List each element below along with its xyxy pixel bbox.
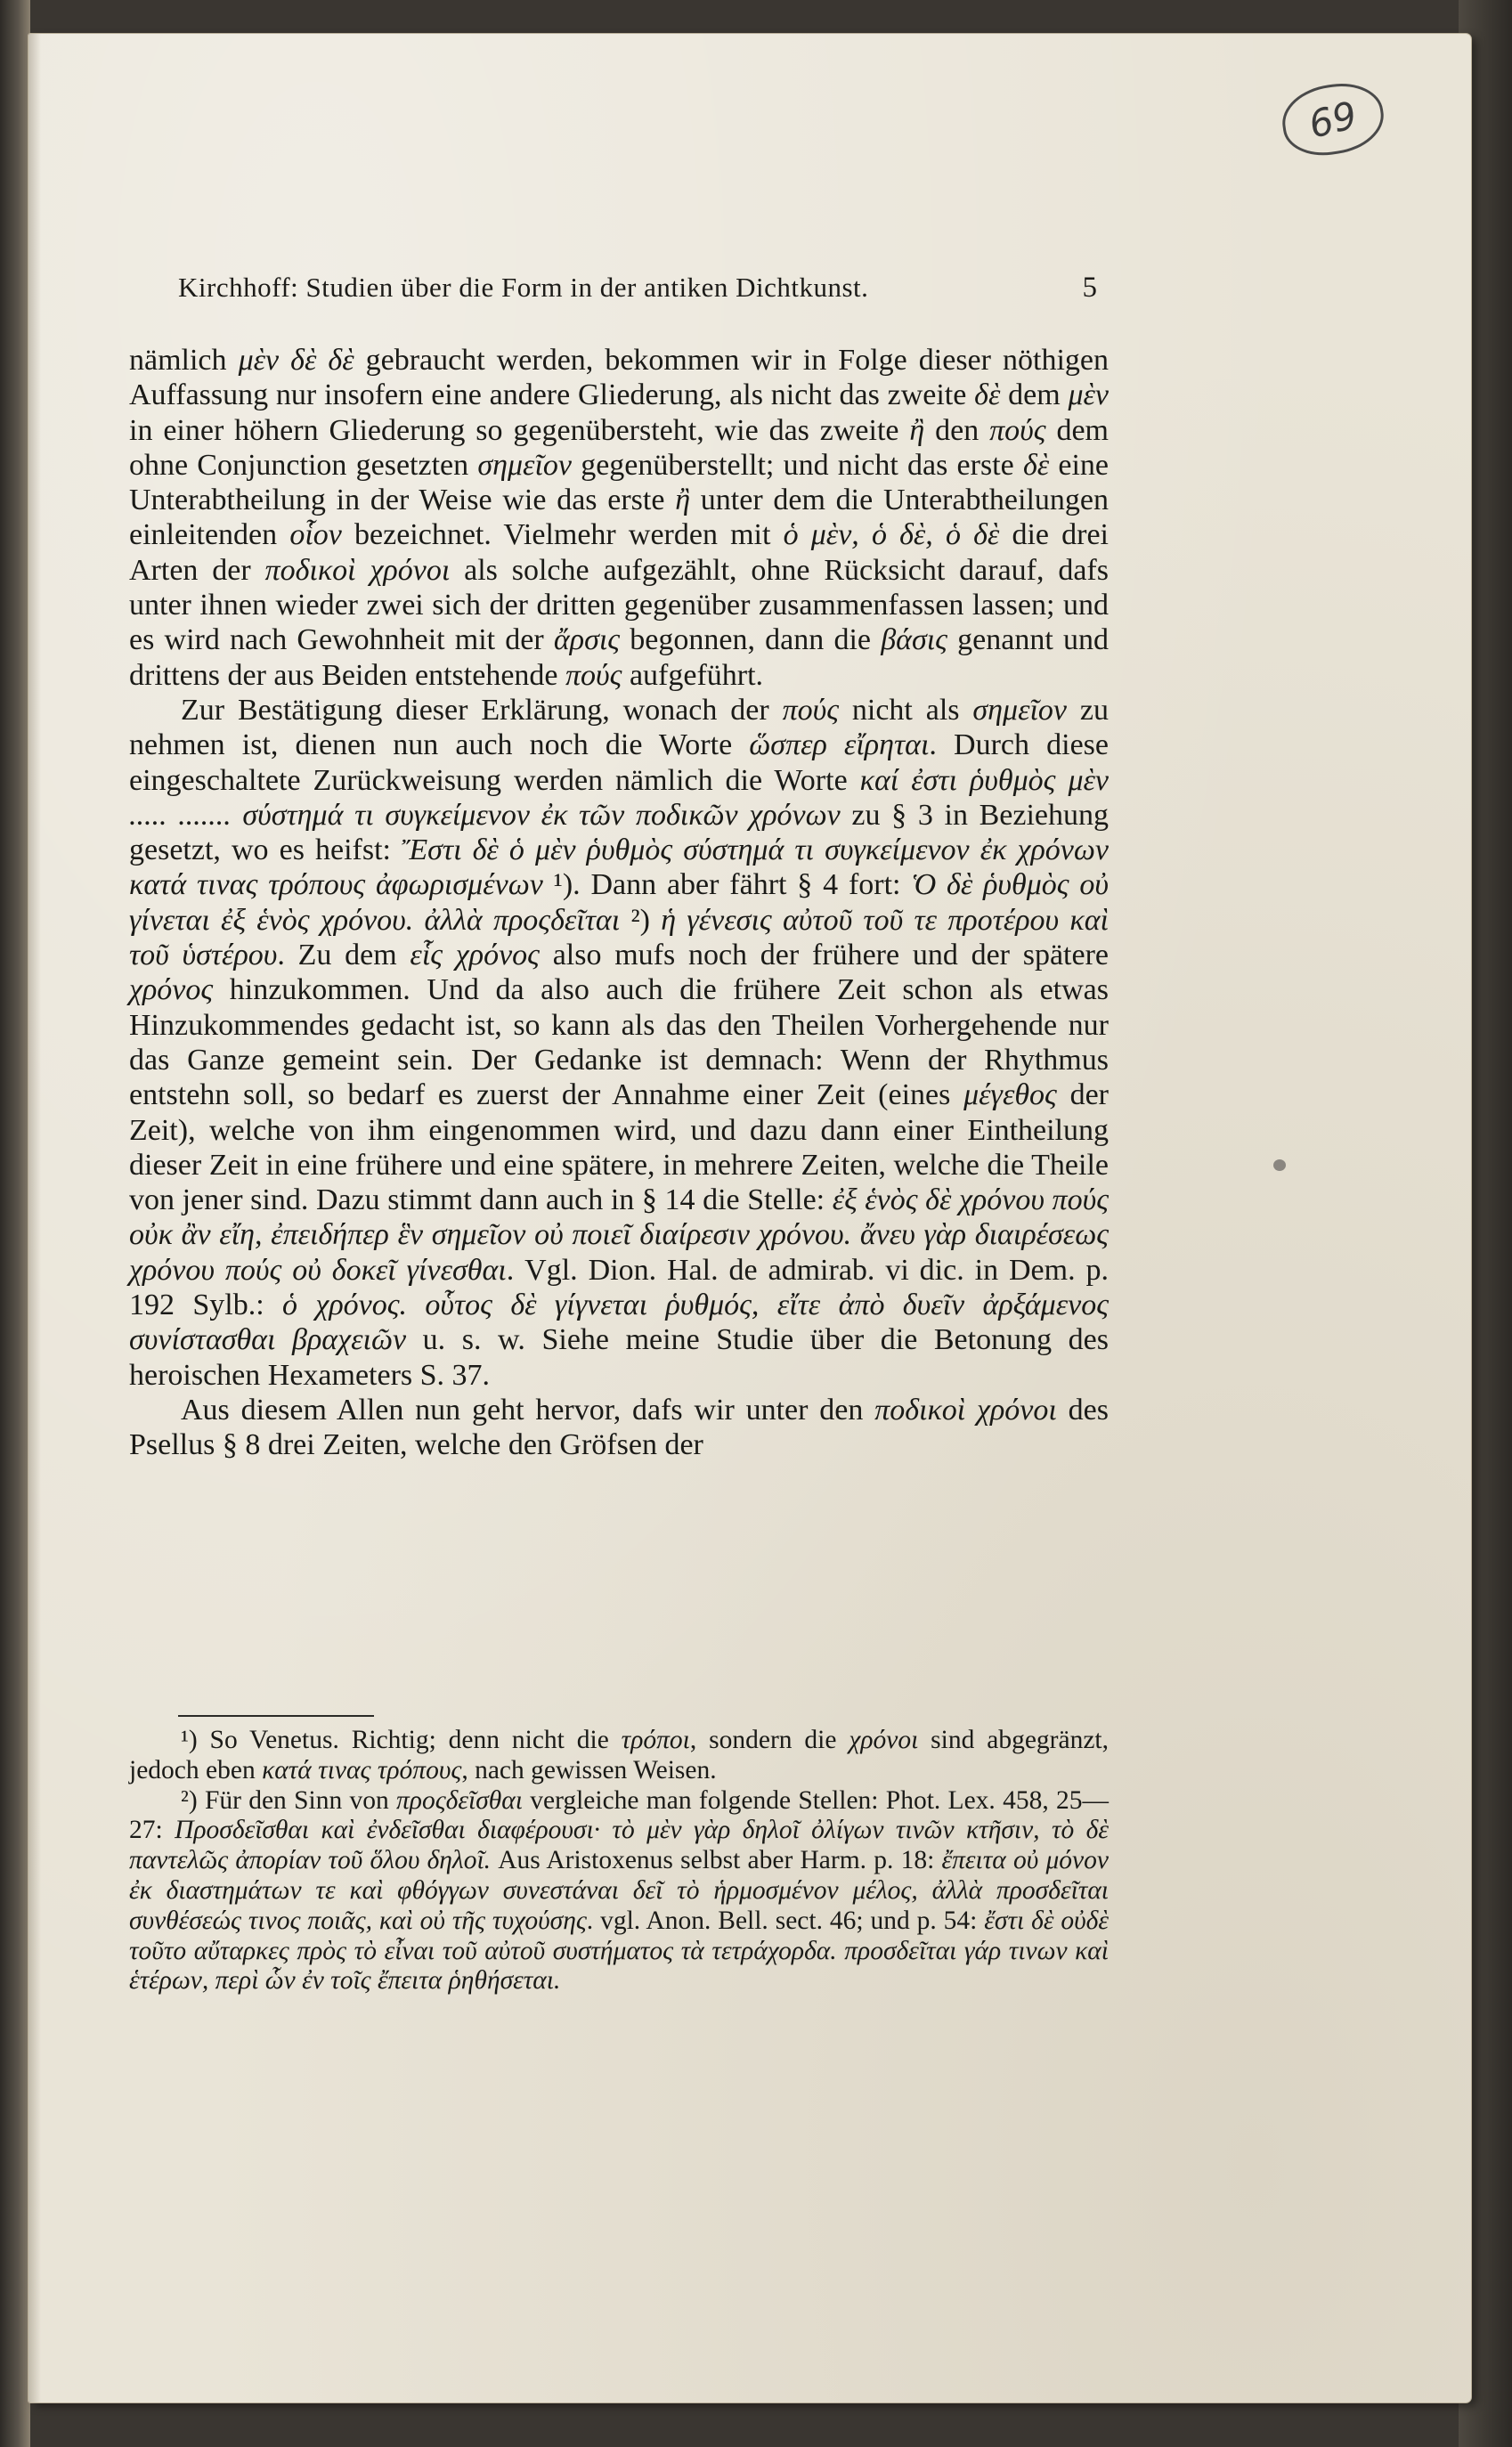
greek-text: ὁ χρόνος. οὗτος δὲ γίγνεται ῥυθμός, εἴτε ἀπὸ δυεῖν ἀρξάμενος συνίστασθαι βραχειῶν	[129, 1289, 1109, 1357]
paragraph-1	[129, 343, 1109, 693]
greek-text: δὲ	[974, 378, 1001, 412]
footnote-rule	[178, 1715, 374, 1717]
text-run: in einer höhern Gliederung so gegenübersteht, wie das zweite	[129, 413, 910, 447]
text-run: Aus diesem Allen nun geht hervor, dafs wir unter den	[181, 1393, 875, 1427]
greek-text: μέγεθος	[963, 1078, 1057, 1112]
greek-text: ἔπειτα οὐ μόνον ἐκ διαστημάτων τε καὶ φθόγγων συνεστάναι δεῖ τὸ ἡρμοσμένον μέλος, ἀλλὰ προσδεῖται συνθέσεώς τινος ποιᾶς, καὶ οὐ τῆς τυχούσης	[129, 1846, 1109, 1935]
greek-text: χρόνοι	[849, 1726, 919, 1754]
greek-text: σημεῖον	[477, 448, 572, 482]
page-gutter-shadow	[28, 34, 41, 2402]
greek-text: κατά τινας τρόπους	[262, 1755, 462, 1784]
footnote-1	[129, 1726, 1109, 1786]
greek-text: οἷον	[289, 518, 342, 552]
greek-text: ἄρσις	[553, 623, 621, 657]
greek-text: μὲν	[1068, 378, 1110, 412]
greek-text: ἐξ ἑνὸς δὲ χρόνου πούς οὐκ ἂν εἴη, ἐπειδήπερ ἓν σημεῖον οὐ ποιεῖ διαίρεσιν χρόνου. ἄνευ γὰρ διαιρέσεως χρόνου πούς οὐ δοκεῖ γίνεσθαι	[129, 1183, 1109, 1287]
text-run: als solche aufgezählt, ohne Rücksicht darauf, dafs unter ihnen wieder zwei sich der dritten gegenüber zusammenfassen lassen; und es wird nach Gewohnheit mit der	[129, 553, 1109, 657]
greek-text: πούς	[989, 413, 1046, 447]
text-run: den	[924, 413, 990, 447]
text-run: dem ohne Conjunction gesetzten	[129, 413, 1109, 482]
greek-text: δὲ	[1022, 448, 1050, 482]
text-run: eine Unterabtheilung in der Weise wie das erste	[129, 448, 1109, 517]
greek-text: προςδεῖσθαι	[396, 1785, 523, 1815]
text-run: sind abgegränzt, jedoch eben	[129, 1726, 1109, 1784]
text-run: ¹) So Venetus. Richtig; denn nicht die	[181, 1726, 622, 1754]
paragraph-2	[129, 693, 1109, 1393]
archive-number: 69	[1305, 92, 1362, 147]
greek-text: εἷς χρόνος	[410, 939, 540, 972]
text-run: gebraucht werden, bekommen wir in Folge dieser nöthigen Auffassung nur insofern eine andere Gliederung, als nicht das zweite	[129, 344, 1109, 412]
text-run: . Zu dem	[277, 939, 411, 972]
greek-text: ποδικοὶ χρόνοι	[874, 1393, 1057, 1427]
text-run: der Zeit), welche von ihm eingenommen wird, und dazu dann einer Eintheilung dieser Zeit in eine frühere und eine spätere, in mehrere Zeiten, welche die Theile von jener sind. Dazu stimmt dann auch in § 14 die Stelle:	[129, 1078, 1109, 1217]
greek-text: ὁ μὲν, ὁ δὲ, ὁ δὲ	[783, 518, 1000, 552]
running-head-title: Kirchhoff: Studien über die Form in der antiken Dichtkunst.	[178, 272, 869, 303]
text-run: genannt und drittens der aus Beiden entstehende	[129, 623, 1109, 692]
text-run: bezeichnet. Vielmehr werden mit	[341, 518, 784, 552]
greek-text: ἢ	[909, 413, 925, 447]
scanner-backdrop-left	[0, 0, 30, 2447]
page-number: 5	[1082, 272, 1097, 304]
greek-text: ἢ	[675, 484, 691, 517]
text-run: , sondern die	[689, 1726, 849, 1754]
paper-speck	[1273, 1159, 1286, 1171]
greek-text: πούς	[565, 658, 622, 692]
footnotes	[129, 1726, 1109, 1996]
text-run: unter dem die Unterabtheilungen einleitenden	[129, 484, 1109, 552]
text-run: nicht als	[839, 693, 973, 727]
text-run: begonnen, dann die	[620, 623, 882, 657]
text-run: hinzukommen. Und da also auch die frühere Zeit schon als etwas Hinzukommendes gedacht ist, so kann als das den Theilen Vorhergehende nur das Ganze gemeint sein. Der Gedanke ist demnach: Wenn der Rhythmus entstehn soll, so bedarf es zuerst der Annahme einer Zeit (eines	[129, 973, 1109, 1112]
text-run: . Vgl. Dion. Hal. de admirab. vi dic. in Dem. p. 192 Sylb.:	[129, 1253, 1110, 1322]
greek-text: τρόποι	[621, 1726, 690, 1754]
text-run: des Psellus § 8 drei Zeiten, welche den Gröfsen der	[129, 1393, 1109, 1462]
greek-text: ἔστι δὲ οὐδὲ τοῦτο αὔταρκες πρὸς τὸ εἶναι τοῦ αὐτοῦ συστήματος τὰ τετράχορδα. προσδεῖται γάρ τινων καὶ ἑτέρων, περὶ ὧν ἐν τοῖς ἔπειτα ῥηθήσεται.	[129, 1906, 1109, 1996]
greek-text: βάσις	[881, 623, 947, 657]
text-run: die drei Arten der	[129, 518, 1110, 587]
greek-text: ἡ γένεσις αὐτοῦ τοῦ τε προτέρου καὶ τοῦ ὑστέρου	[129, 903, 1110, 972]
running-header	[178, 272, 1097, 311]
text-run: gegenüberstellt; und nicht das erste	[571, 448, 1023, 482]
greek-text: πούς	[782, 693, 839, 727]
greek-text: Ὁ δὲ ῥυθμὸς οὐ γίνεται ἐξ ἑνὸς χρόνου. ἀλλὰ προςδεῖται	[129, 868, 1109, 937]
greek-text: χρόνος	[129, 973, 214, 1007]
greek-text: ποδικοὶ χρόνοι	[264, 553, 451, 587]
footnote-2	[129, 1786, 1109, 1997]
text-run: , nach gewissen Weisen.	[461, 1755, 717, 1784]
text-run: . Durch diese eingeschaltete Zurückweisung werden nämlich die Worte	[129, 728, 1109, 797]
text-run: . vgl. Anon. Bell. sect. 46; und p. 54:	[586, 1906, 985, 1935]
greek-text: καί ἐστι ῥυθμὸς μὲν ..... ....... σύστημά τι συγκείμενον ἐκ τῶν ποδικῶν χρόνων	[129, 763, 1109, 832]
text-run: Zur Bestätigung dieser Erklärung, wonach der	[181, 693, 783, 727]
text-run: Aus Aristoxenus selbst aber Harm. p. 18:	[491, 1846, 942, 1875]
text-run: aufgeführt.	[622, 658, 764, 692]
text-run: zu nehmen ist, dienen nun auch noch die Worte	[129, 693, 1109, 762]
text-run: ¹). Dann aber fährt § 4 fort:	[542, 868, 912, 902]
text-run: nämlich	[129, 344, 239, 377]
text-run: dem	[1000, 378, 1069, 412]
greek-text: μὲν δὲ δὲ	[238, 344, 354, 377]
greek-text: σημεῖον	[972, 693, 1068, 727]
greek-text: ὥσπερ εἴρηται	[749, 728, 930, 762]
greek-text: Ἔστι δὲ ὁ μὲν ῥυθμὸς σύστημά τι συγκείμενον ἐκ χρόνων κατά τινας τρόπους ἀφωρισμένων	[129, 833, 1109, 902]
greek-text: Προσδεῖσθαι καὶ ἐνδεῖσθαι διαφέρουσι· τὸ μὲν γὰρ δηλοῖ ὀλίγων τινῶν κτῆσιν, τὸ δὲ παντελῶς ἀπορίαν τοῦ ὅλου δηλοῖ.	[129, 1816, 1109, 1875]
main-text	[129, 343, 1109, 1463]
text-run: vergleiche man folgende Stellen: Phot. Lex. 458, 25—27:	[129, 1785, 1109, 1845]
text-run: u. s. w. Siehe meine Studie über die Betonung des heroischen Hexameters S. 37.	[129, 1323, 1109, 1392]
paragraph-3	[129, 1393, 1109, 1463]
text-run: also mufs noch der frühere und der spätere	[539, 939, 1109, 972]
text-run: zu § 3 in Beziehung gesetzt, wo es heifst:	[129, 798, 1110, 867]
text-run: ²) Für den Sinn von	[181, 1785, 397, 1815]
text-run: ²)	[620, 903, 662, 937]
